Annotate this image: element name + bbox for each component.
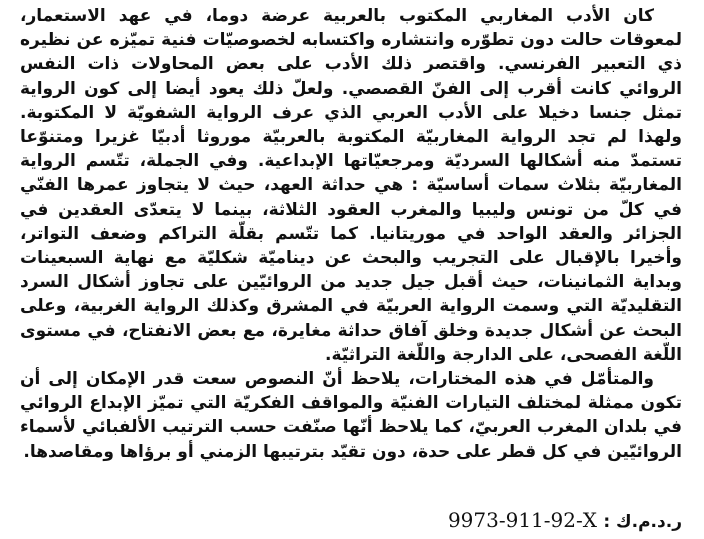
isbn-number: 9973-911-92-X xyxy=(447,508,597,532)
isbn-label: ر.د.م.ك : xyxy=(603,512,682,532)
isbn-line xyxy=(20,507,682,535)
paragraph-anthology: والمتأمّل في هذه المختارات، يلاحظ أنّ النصوص سعت قدر الإمكان إلى أن تكون ممثلة لمختلف التيارات الفنيّة والمواقف الفكريّة التي تميّز الإبداع الروائي في بلدان المغرب العربيّ، كما يلاحظ أنّها صنّفت حسب الترتيب الألفبائي لأسماء الروائيّين في كل قطر على حدة، دون تقيّد بترتيبها الزمني أو برؤاها ومقاصدها. xyxy=(20,369,682,462)
paragraph-intro: كان الأدب المغاربي المكتوب بالعربية عرضة دوما، في عهد الاستعمار، لمعوقات حالت دون تطوّره وانتشاره واكتسابه لخصوصيّات فنية تميّزه عن نظيره ذي التعبير الفرنسي. واقتصر ذلك الأدب على بعض المحاولات ذات النفس الروائي كانت أقرب إلى الفنّ القصصي. ولعلّ ذلك يعود أيضا إلى كون الرواية تمثل جنسا دخيلا على الأدب العربي الذي عرف الرواية الشفويّة لا المكتوبة. ولهذا لم تجد الرواية المغاربيّة المكتوبة بالعربيّة موروثا أدبيّا غزيرا ومتنوّعا تستمدّ منه أشكالها السرديّة ومرجعيّاتها الإبداعية. وفي الجملة، تتّسم الرواية المغاربيّة بثلاث سمات أساسيّة : هي حداثة العهد، حيث لا يتجاوز عمرها الفنّي في كلّ من تونس وليبيا والمغرب العقود الثلاثة، بينما لا يتعدّى العقدين في الجزائر والعقد الواحد في موريتانيا. كما تتّسم بقلّة التراكم وضعف التواتر، وأخيرا بالإقبال على التجريب والبحث عن ديناميّة شكليّة مع نهاية السبعينات وبداية الثمانينات، حيث أقبل جيل جديد من الروائيّين على تجاوز أشكال السرد التقليديّة التي وسمت الرواية العربيّة في المشرق وكذلك الرواية الغربية، وعلى البحث عن أشكال جديدة وخلق آفاق حداثة مغايرة، مع بعض الانفتاح، في مستوى اللّغة الفصحى، على الدارجة واللّغة التراثيّة. xyxy=(20,6,682,365)
body-text xyxy=(20,4,682,464)
